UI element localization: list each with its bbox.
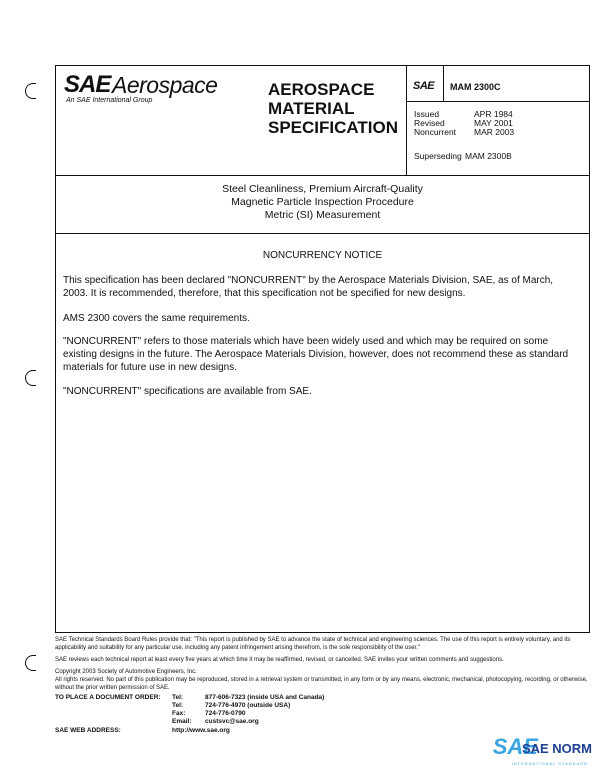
fax-label: Fax: (172, 710, 186, 717)
email-label: Email: (172, 718, 192, 725)
paragraph: AMS 2300 covers the same requirements. (63, 313, 250, 324)
punch-hole-icon (25, 370, 36, 386)
issued-value: APR 1984 (474, 109, 513, 119)
header-divider (55, 175, 590, 176)
superseding-label: Superseding (414, 151, 462, 161)
sae-norm-logo-icon: SAE (492, 734, 538, 759)
brand-name: Aerospace (112, 72, 218, 98)
noncurrent-label: Noncurrent (414, 127, 457, 137)
doc-type-line: SPECIFICATION (268, 118, 399, 137)
small-sae-logo: SAE (413, 80, 435, 92)
spec-title (55, 183, 590, 222)
number-box-divider (443, 65, 444, 101)
tel2-label: Tel: (172, 702, 184, 709)
punch-hole-icon (25, 83, 36, 99)
review-note: SAE reviews each technical report at least every five years at which time it may be reaffirmed, revised, or cancelled. SAE invites your written comments and suggestions. (55, 657, 504, 663)
notice-heading: NONCURRENCY NOTICE (262, 250, 383, 261)
brand-subtitle: An SAE International Group (66, 97, 153, 104)
punch-hole-icon (25, 655, 36, 671)
web-label: SAE WEB ADDRESS: (55, 727, 121, 734)
doc-type-line: MATERIAL (268, 99, 355, 118)
paragraph: "NONCURRENT" refers to those materials which have been widely used and which may be required on some existing designs in the future. The Aerospace Materials Division, however, does not recommend these as standard materials for future use in new designs. (63, 336, 569, 373)
tel2-value: 724-776-4970 (outside USA) (205, 702, 291, 709)
copyright: Copyright 2003 Society of Automotive Engineers, Inc. (55, 669, 197, 675)
web-link[interactable]: http://www.sae.org (172, 727, 230, 734)
paragraph: This specification has been declared "NONCURRENT" by the Aerospace Materials Division, SAE, as of March, 2003. It is recommended, therefore, that this specification not be specified for new designs. (63, 275, 554, 299)
sae-logo: SAE (64, 71, 111, 98)
tel-label: Tel: (172, 694, 184, 701)
order-label: TO PLACE A DOCUMENT ORDER: (55, 694, 161, 701)
revised-label: Revised (414, 118, 445, 128)
doc-type-line: AEROSPACE (268, 80, 375, 99)
title-divider (55, 233, 590, 234)
paragraph: "NONCURRENT" specifications are available from SAE. (63, 386, 312, 397)
watermark-subtitle: INTERNATIONAL STANDARD (511, 761, 588, 766)
revised-value: MAY 2001 (474, 118, 513, 128)
superseding-value: MAM 2300B (465, 151, 512, 161)
tsb-rules: SAE Technical Standards Board Rules provide that: "This report is published by SAE to advance the state of technical and engineering sciences. The use of this report is entirely voluntary, and its applicability and suitability for any particular use, including any patent infringement arising therefrom, is the sole responsibility of the user." (55, 637, 571, 651)
title-line: Metric (SI) Measurement (264, 209, 381, 221)
watermark-name: SAE NORM (521, 741, 592, 756)
document-number: MAM 2300C (450, 82, 501, 92)
noncurrent-value: MAR 2003 (474, 127, 515, 137)
tel-value: 877-606-7323 (inside USA and Canada) (205, 694, 325, 701)
title-line: Magnetic Particle Inspection Procedure (231, 196, 414, 208)
fax-value: 724-776-0790 (205, 710, 246, 717)
document-type (268, 80, 408, 137)
email-value[interactable]: custsvc@sae.org (205, 718, 259, 725)
number-box-bottom (406, 101, 590, 102)
rights-notice: All rights reserved. No part of this publication may be reproduced, stored in a retrieval system or transmitted, in any form or by any means, electronic, mechanical, photocopying, recording, or otherwise, without the prior written permission of SAE. (55, 677, 588, 691)
title-line: Steel Cleanliness, Premium Aircraft-Quality (222, 183, 423, 195)
issued-label: Issued (414, 109, 440, 119)
